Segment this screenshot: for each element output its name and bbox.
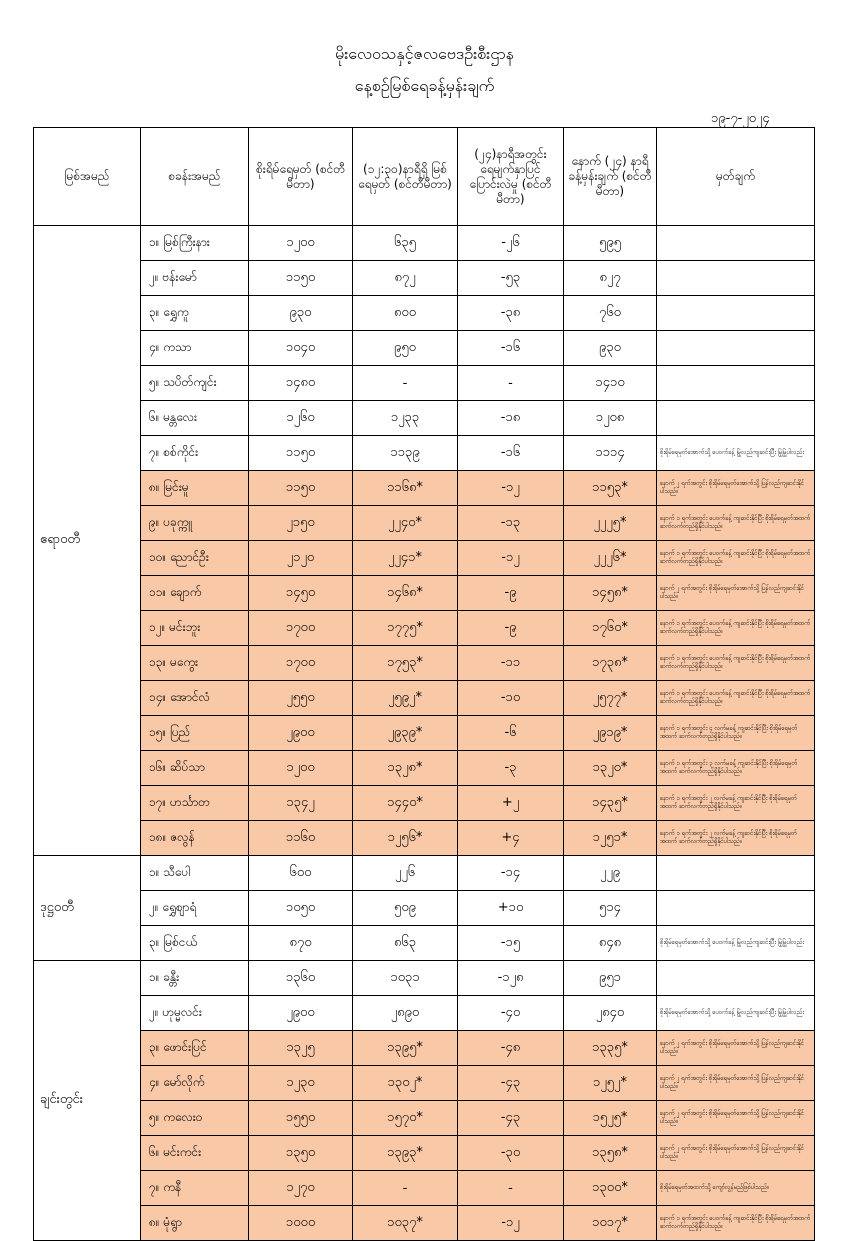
table-row — [34, 996, 815, 1031]
current-level-cell: ၁၂၅၆* — [353, 821, 458, 856]
remark-cell: စိုးရိမ်ရေမှတ်အောက်သို့ ပေ၀က်ခန့် မြဲ့လည်ကျဆင်းပြီး မြဲ့မြဲ့ပါလည်း — [657, 926, 815, 961]
table-row — [34, 856, 815, 891]
change-cell: -၃၈ — [458, 296, 564, 331]
change-cell: +၄ — [458, 821, 564, 856]
current-level-cell: ၈၇၂ — [353, 261, 458, 296]
station-cell: ၂။ ရွှေဈာရံ — [141, 891, 249, 926]
table-row — [34, 1171, 815, 1206]
change-cell: -၁၂၈ — [458, 961, 564, 996]
forecast-cell: ၁၇၆၀* — [564, 611, 657, 646]
station-cell: ၄။ မော်လိုက် — [141, 1066, 249, 1101]
remark-cell: နောက် ၁ ရက်အတွင်း ပေ၀က်ခန့် ကျဆင်းနိုင်ပြီး စိုးရိမ်ရေမှတ်အထက် ဆက်လက်တည်ရှိနိုင်ပါသည်။ — [657, 646, 815, 681]
remark-cell — [657, 891, 815, 926]
current-level-cell: ၁၃၂၈* — [353, 751, 458, 786]
station-cell: ၅။ သပိတ်ကျင်း — [141, 366, 249, 401]
forecast-cell: ၁၃၃၅* — [564, 1031, 657, 1066]
station-cell: ၉။ ပခုက္ကူ — [141, 506, 249, 541]
station-cell: ၂။ ဟုမ္မလင်း — [141, 996, 249, 1031]
table-header-row — [34, 128, 815, 226]
remark-cell: နောက် ၂ ရက်အတွင်း စိုးရိမ်ရေမှတ်အောက်သို့ ပြန်လည်ကျဆင်းနိုင်ပါသည်။ — [657, 1136, 815, 1171]
forecast-cell: ၅၉၅ — [564, 226, 657, 261]
danger-level-cell: ၁၄၅၀ — [249, 576, 353, 611]
remark-cell: နောက် ၁ ရက်အတွင်း ပေ၀က်ခန့် ကျဆင်းနိုင်ပြီး စိုးရိမ်ရေမှတ်အထက် ဆက်လက်တည်ရှိနိုင်ပါသည်။ — [657, 611, 815, 646]
table-row — [34, 471, 815, 506]
current-level-cell: ၂၂၄၁* — [353, 541, 458, 576]
table-row — [34, 1136, 815, 1171]
current-level-cell: - — [353, 1171, 458, 1206]
current-level-cell: ၂၂၄၀* — [353, 506, 458, 541]
station-cell: ၁၇။ ဟင်္သာတ — [141, 786, 249, 821]
change-cell: -၁၆ — [458, 331, 564, 366]
change-cell: -၃ — [458, 751, 564, 786]
change-cell: -၅၃ — [458, 261, 564, 296]
current-level-cell: ၁၇၅၃* — [353, 646, 458, 681]
table-row — [34, 786, 815, 821]
danger-level-cell: ၁၄၈၀ — [249, 366, 353, 401]
header-current-level: (၁၂:၃၀)နာရီရှိ မြစ်ရေမှတ် (စင်တီမီတာ) — [353, 128, 458, 226]
forecast-cell: ၂၉၁၉* — [564, 716, 657, 751]
station-cell: ၃။ မြစ်ငယ် — [141, 926, 249, 961]
change-cell: -၁၅ — [458, 926, 564, 961]
forecast-cell: ၁၁၁၄ — [564, 436, 657, 471]
table-row — [34, 226, 815, 261]
forecast-cell: ၂၂၉ — [564, 856, 657, 891]
station-cell: ၄။ ကသာ — [141, 331, 249, 366]
forecast-cell: ၁၅၂၅* — [564, 1101, 657, 1136]
forecast-cell: ၈၄၈ — [564, 926, 657, 961]
remark-cell — [657, 331, 815, 366]
current-level-cell: ၁၄၆၈* — [353, 576, 458, 611]
danger-level-cell: ၁၇၀၀ — [249, 646, 353, 681]
remark-cell: နောက် ၁ ရက်အတွင်း ၄ လက်မခန့် ကျဆင်းနိုင်ပြီး စိုးရိမ်ရေမှတ်အထက် ဆက်လက်တည်ရှိနိုင်ပါသည်။ — [657, 716, 815, 751]
forecast-cell: ၁၄၅၈* — [564, 576, 657, 611]
table-row — [34, 751, 815, 786]
current-level-cell: ၆၃၅ — [353, 226, 458, 261]
change-cell: -၁၀ — [458, 681, 564, 716]
danger-level-cell: ၁၁၅၀ — [249, 436, 353, 471]
change-cell: -၁၈ — [458, 401, 564, 436]
forecast-cell: ၁၄၃၅* — [564, 786, 657, 821]
change-cell: -၁၆ — [458, 436, 564, 471]
station-cell: ၁။ မြစ်ကြီးနား — [141, 226, 249, 261]
danger-level-cell: ၁၅၅၀ — [249, 1101, 353, 1136]
table-row — [34, 646, 815, 681]
change-cell: - — [458, 1171, 564, 1206]
header-station: စခန်းအမည် — [141, 128, 249, 226]
change-cell: -၉ — [458, 576, 564, 611]
current-level-cell: ၁၄၄၀* — [353, 786, 458, 821]
change-cell: - — [458, 366, 564, 401]
danger-level-cell: ၁၂၀၀ — [249, 751, 353, 786]
danger-level-cell: ၂၉၀၀ — [249, 996, 353, 1031]
forecast-cell: ၁၀၁၇* — [564, 1206, 657, 1241]
current-level-cell: ၁၃၉၅* — [353, 1031, 458, 1066]
remark-cell: နောက် ၂ ရက်အတွင်း စိုးရိမ်ရေမှတ်အောက်သို့ ပြန်လည်ကျဆင်းနိုင်ပါသည်။ — [657, 576, 815, 611]
station-cell: ၆။ မင်းကင်း — [141, 1136, 249, 1171]
station-cell: ၁။ ခန္တီး — [141, 961, 249, 996]
table-row — [34, 1206, 815, 1241]
table-row — [34, 366, 815, 401]
danger-level-cell: ၁၀၄၀ — [249, 331, 353, 366]
danger-level-cell: ၁၀၀၀ — [249, 1206, 353, 1241]
remark-cell: နောက် ၁ ရက်အတွင်း ပေ၀က်ခန့် ကျဆင်းနိုင်ပြီး စိုးရိမ်ရေမှတ်အထက် ဆက်လက်တည်ရှိနိုင်ပါသည်။ — [657, 541, 815, 576]
table-row — [34, 331, 815, 366]
danger-level-cell: ၁၃၅၀ — [249, 1136, 353, 1171]
station-cell: ၁၈။ ဇလွန် — [141, 821, 249, 856]
change-cell: -၄၃ — [458, 1101, 564, 1136]
station-cell: ၇။ စစ်ကိုင်း — [141, 436, 249, 471]
station-cell: ၇။ ကနီ — [141, 1171, 249, 1206]
danger-level-cell: ၂၁၂၀ — [249, 541, 353, 576]
current-level-cell: ၁၁၃၉ — [353, 436, 458, 471]
change-cell: -၁၂ — [458, 471, 564, 506]
danger-level-cell: ၁၃၂၅ — [249, 1031, 353, 1066]
current-level-cell: ၁၂၃၃ — [353, 401, 458, 436]
danger-level-cell: ၁၁၆၀ — [249, 821, 353, 856]
station-cell: ၁၂။ မင်းဘူး — [141, 611, 249, 646]
station-cell: ၈။ မုံရွာ — [141, 1206, 249, 1241]
remark-cell — [657, 961, 815, 996]
change-cell: -၆ — [458, 716, 564, 751]
remark-cell: နောက် ၂ ရက်အတွင်း စိုးရိမ်ရေမှတ်အောက်သို့ ပြန်လည်ကျဆင်းနိုင်ပါသည်။ — [657, 1066, 815, 1101]
current-level-cell: ၂၅၉၂* — [353, 681, 458, 716]
remark-cell — [657, 366, 815, 401]
station-cell: ၅။ ကလေးဝ — [141, 1101, 249, 1136]
danger-level-cell: ၁၂၀၀ — [249, 226, 353, 261]
forecast-cell: ၂၅၇၇* — [564, 681, 657, 716]
danger-level-cell: ၂၉၀၀ — [249, 716, 353, 751]
forecast-cell: ၉၅၁ — [564, 961, 657, 996]
station-cell: ၈။ မြင်းမူ — [141, 471, 249, 506]
danger-level-cell: ၁၁၅၀ — [249, 471, 353, 506]
table-row — [34, 1101, 815, 1136]
remark-cell: နောက် ၁ ရက်အတွင်း ပေ၀က်ခန့် ကျဆင်းနိုင်ပြီး စိုးရိမ်ရေမှတ်အထက် ဆက်လက်တည်ရှိနိုင်ပါသည်။ — [657, 681, 815, 716]
remark-cell: နောက် ၁ ရက်အတွင်း ၂ လက်မခန့် ကျဆင်းနိုင်ပြီး စိုးရိမ်ရေမှတ်အထက် ဆက်လက်တည်ရှိနိုင်ပါသည်။ — [657, 821, 815, 856]
river-name-cell: ဧရာဝတီ — [34, 226, 141, 856]
danger-level-cell: ၂၅၅၀ — [249, 681, 353, 716]
header-river: မြစ်အမည် — [34, 128, 141, 226]
table-row — [34, 1031, 815, 1066]
forecast-cell: ၁၂၅၂* — [564, 1066, 657, 1101]
station-cell: ၁၃။ မကွေး — [141, 646, 249, 681]
forecast-cell: ၁၇၃၈* — [564, 646, 657, 681]
station-cell: ၁၄။ အောင်လံ — [141, 681, 249, 716]
station-cell: ၆။ မန္တလေး — [141, 401, 249, 436]
river-forecast-table — [33, 127, 815, 1241]
remark-cell: စိုးရိမ်ရေမှတ်အောက်သို့ ပေ၀က်ခန့် မြဲ့လည်ကျဆင်းပြီး မြဲ့မြဲ့ပါလည်း — [657, 996, 815, 1031]
current-level-cell: ၈၆၃ — [353, 926, 458, 961]
current-level-cell: ၁၃၉၃* — [353, 1136, 458, 1171]
table-row — [34, 261, 815, 296]
forecast-cell: ၂၂၂၅* — [564, 506, 657, 541]
station-cell: ၃။ ရွှေကူ — [141, 296, 249, 331]
danger-level-cell: ၁၃၆၀ — [249, 961, 353, 996]
change-cell: -၄၀ — [458, 996, 564, 1031]
current-level-cell: ၂၂၆ — [353, 856, 458, 891]
forecast-cell: ၁၄၁၀ — [564, 366, 657, 401]
forecast-cell: ၁၁၅၃* — [564, 471, 657, 506]
table-row — [34, 296, 815, 331]
station-cell: ၁၁။ ချောက် — [141, 576, 249, 611]
danger-level-cell: ၁၇၀၀ — [249, 611, 353, 646]
remark-cell: နောက် ၂ ရက်အတွင်း စိုးရိမ်ရေမှတ်အောက်သို့ ပြန်လည်ကျဆင်းနိုင်ပါသည်။ — [657, 471, 815, 506]
remark-cell: နောက် ၁ ရက်အတွင်း ၃ လက်မခန့် ကျဆင်းနိုင်ပြီး စိုးရိမ်ရေမှတ်အထက် ဆက်လက်တည်ရှိနိုင်ပါသည်။ — [657, 751, 815, 786]
remark-cell: နောက် ၁ ရက်အတွင်း ပေ၀က်ခန့် ကျဆင်းနိုင်ပြီး စိုးရိမ်ရေမှတ်အထက် ဆက်လက်တည်ရှိနိုင်ပါသည်။ — [657, 1206, 815, 1241]
current-level-cell: ၈၀၀ — [353, 296, 458, 331]
station-cell: ၁၆။ ဆိပ်သာ — [141, 751, 249, 786]
change-cell: -၉ — [458, 611, 564, 646]
danger-level-cell: ၉၃၀ — [249, 296, 353, 331]
change-cell: -၁၁ — [458, 646, 564, 681]
station-cell: ၁၅။ ပြည် — [141, 716, 249, 751]
forecast-cell: ၅၁၄ — [564, 891, 657, 926]
page-subtitle: နေ့စဉ်မြစ်ရေခန့်မှန်းချက် — [354, 76, 495, 95]
danger-level-cell: ၆၀၀ — [249, 856, 353, 891]
remark-cell: နောက် ၁ ရက်အတွင်း ပေ၀က်ခန့် ကျဆင်းနိုင်ပြီး စိုးရိမ်ရေမှတ်အထက် ဆက်လက်တည်ရှိနိုင်ပါသည်။ — [657, 506, 815, 541]
current-level-cell: ၁၀၃၇* — [353, 1206, 458, 1241]
header-danger-level: စိုးရိမ်ရေမှတ် (စင်တီမီတာ) — [249, 128, 353, 226]
current-level-cell: ၉၅၀ — [353, 331, 458, 366]
remark-cell: နောက် ၂ ရက်အတွင်း စိုးရိမ်ရေမှတ်အောက်သို့ ပြန်လည်ကျဆင်းနိုင်ပါသည်။ — [657, 1101, 815, 1136]
current-level-cell: ၅၀၉ — [353, 891, 458, 926]
table-row — [34, 716, 815, 751]
remark-cell — [657, 226, 815, 261]
table-row — [34, 961, 815, 996]
remark-cell — [657, 296, 815, 331]
forecast-cell: ၁၃၂၀* — [564, 751, 657, 786]
danger-level-cell: ၈၇၀ — [249, 926, 353, 961]
remark-cell — [657, 261, 815, 296]
header-change: (၂၄)နာရီအတွင်း ရေမျက်နှာပြင် ပြောင်းလဲမှု (စင်တီမီတာ) — [458, 128, 564, 226]
danger-level-cell: ၁၂၇၀ — [249, 1171, 353, 1206]
current-level-cell: ၂၈၉၀ — [353, 996, 458, 1031]
forecast-cell: ၁၂၅၁* — [564, 821, 657, 856]
remark-cell — [657, 401, 815, 436]
station-cell: ၂။ ဗန်းမော် — [141, 261, 249, 296]
danger-level-cell: ၁၂၃၀ — [249, 1066, 353, 1101]
change-cell: -၄၈ — [458, 1031, 564, 1066]
station-cell: ၁၀။ ညောင်ဦး — [141, 541, 249, 576]
table-row — [34, 821, 815, 856]
river-name-cell: ချင်းတွင်း — [34, 961, 141, 1241]
forecast-cell: ၇၆၀ — [564, 296, 657, 331]
station-cell: ၃။ ဖောင်းပြင် — [141, 1031, 249, 1066]
remark-cell: နောက် ၂ ရက်အတွင်း စိုးရိမ်ရေမှတ်အောက်သို့ ပြန်လည်ကျဆင်းနိုင်ပါသည်။ — [657, 1031, 815, 1066]
table-row — [34, 1066, 815, 1101]
danger-level-cell: ၂၁၅၀ — [249, 506, 353, 541]
forecast-cell: ၁၂၀၈ — [564, 401, 657, 436]
change-cell: -၁၄ — [458, 856, 564, 891]
change-cell: +၁၀ — [458, 891, 564, 926]
current-level-cell: ၁၁၆၈* — [353, 471, 458, 506]
forecast-cell: ၂၈၄၀ — [564, 996, 657, 1031]
forecast-cell: ၂၂၂၆* — [564, 541, 657, 576]
table-row — [34, 576, 815, 611]
forecast-cell: ၈၂၇ — [564, 261, 657, 296]
forecast-cell: ၉၃၀ — [564, 331, 657, 366]
change-cell: -၁၂ — [458, 1206, 564, 1241]
table-row — [34, 401, 815, 436]
table-row — [34, 436, 815, 471]
report-date: ၁၉-၇-၂၀၂၄ — [711, 111, 770, 126]
current-level-cell: ၁၀၃၁ — [353, 961, 458, 996]
header-forecast: နောက် (၂၄) နာရီ ခန့်မှန်းချက် (စင်တီမီတာ) — [564, 128, 657, 226]
forecast-cell: ၁၃၅၈* — [564, 1136, 657, 1171]
change-cell: -၁၂ — [458, 541, 564, 576]
danger-level-cell: ၁၀၅၀ — [249, 891, 353, 926]
table-row — [34, 541, 815, 576]
change-cell: -၁၃ — [458, 506, 564, 541]
current-level-cell: ၁၅၇၀* — [353, 1101, 458, 1136]
change-cell: +၂ — [458, 786, 564, 821]
header-remark: မှတ်ချက် — [657, 128, 815, 226]
remark-cell: နောက် ၁ ရက်အတွင်း ၂ လက်မခန့် ကျဆင်းနိုင်ပြီး စိုးရိမ်ရေမှတ်အထက် ဆက်လက်တည်ရှိနိုင်ပါသည်။ — [657, 786, 815, 821]
remark-cell — [657, 856, 815, 891]
table-row — [34, 681, 815, 716]
page-title: မိုးလေဝသနှင့်ဇလဗေဒဦးစီးဌာန — [335, 44, 514, 63]
change-cell: -၃၀ — [458, 1136, 564, 1171]
current-level-cell: - — [353, 366, 458, 401]
station-cell: ၁။ သီပေါ — [141, 856, 249, 891]
remark-cell: စိုးရိမ်ရေမှတ်အောက်သို့ ပေ၀က်ခန့် မြဲ့လည်ကျဆင်းပြီး မြဲ့မြဲ့ပါလည်း — [657, 436, 815, 471]
table-row — [34, 506, 815, 541]
danger-level-cell: ၁၂၆၀ — [249, 401, 353, 436]
change-cell: -၂၆ — [458, 226, 564, 261]
remark-cell: စိုးရိမ်ရေမှတ်အထက်သို့ ကျော်လွန်မည်ဖြစ်ပါသည်။ — [657, 1171, 815, 1206]
current-level-cell: ၁၃၀၂* — [353, 1066, 458, 1101]
danger-level-cell: ၁၃၄၂ — [249, 786, 353, 821]
table-row — [34, 926, 815, 961]
forecast-cell: ၁၃၀၀* — [564, 1171, 657, 1206]
table-row — [34, 611, 815, 646]
danger-level-cell: ၁၁၅၀ — [249, 261, 353, 296]
current-level-cell: ၂၉၃၉* — [353, 716, 458, 751]
change-cell: -၄၃ — [458, 1066, 564, 1101]
table-row — [34, 891, 815, 926]
river-name-cell: ဒုဋ္ဌဝတီ — [34, 856, 141, 961]
current-level-cell: ၁၇၇၅* — [353, 611, 458, 646]
